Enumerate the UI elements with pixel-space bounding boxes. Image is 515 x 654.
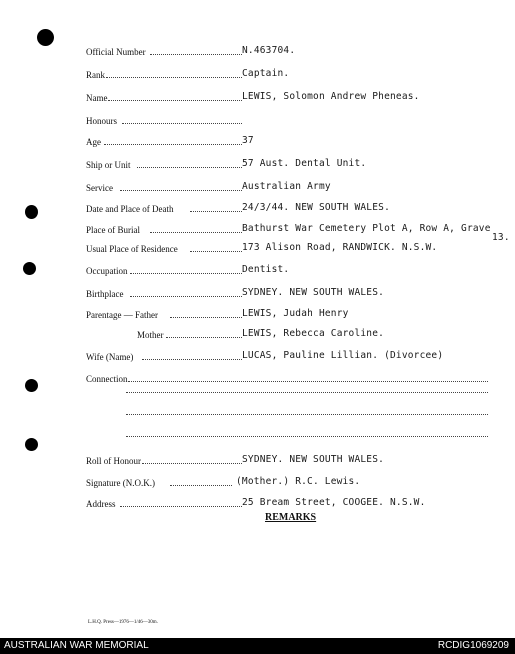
label-honours: Honours bbox=[86, 116, 117, 126]
dotted-line bbox=[137, 167, 242, 168]
form-row-place-of-burial bbox=[0, 219, 515, 243]
label-official-number: Official Number bbox=[86, 47, 146, 57]
dotted-line bbox=[170, 317, 242, 318]
label-service: Service bbox=[86, 183, 113, 193]
form-row-honours bbox=[0, 110, 515, 126]
value-signature: (Mother.) R.C. Lewis. bbox=[236, 476, 361, 487]
label-address: Address bbox=[86, 499, 116, 509]
value-occupation: Dentist. bbox=[242, 264, 290, 275]
label-occupation: Occupation bbox=[86, 266, 128, 276]
value-usual-residence: 173 Alison Road, RANDWICK. N.S.W. bbox=[242, 242, 438, 253]
label-signature: Signature (N.O.K.) bbox=[86, 478, 155, 488]
form-row-wife bbox=[0, 346, 515, 362]
value-place-of-burial-continued: 13. bbox=[492, 232, 510, 243]
form-row-father bbox=[0, 304, 515, 320]
form-row-address bbox=[0, 493, 515, 509]
label-father: Parentage — Father bbox=[86, 310, 158, 320]
dotted-line bbox=[166, 337, 242, 338]
form-row-rank bbox=[0, 64, 515, 80]
label-wife: Wife (Name) bbox=[86, 352, 134, 362]
dotted-line bbox=[130, 296, 242, 297]
form-row-name bbox=[0, 87, 515, 103]
form-row-date-place-of-death bbox=[0, 198, 515, 214]
dotted-line bbox=[170, 485, 232, 486]
dotted-line bbox=[142, 359, 242, 360]
dotted-line bbox=[122, 123, 242, 124]
form-row-usual-residence bbox=[0, 238, 515, 254]
dotted-line bbox=[142, 463, 242, 464]
dotted-line bbox=[108, 100, 242, 101]
value-wife: LUCAS, Pauline Lillian. (Divorcee) bbox=[242, 350, 444, 361]
value-service: Australian Army bbox=[242, 181, 331, 192]
label-rank: Rank bbox=[86, 70, 105, 80]
dotted-line bbox=[120, 190, 242, 191]
label-name: Name bbox=[86, 93, 108, 103]
value-father: LEWIS, Judah Henry bbox=[242, 308, 349, 319]
blank-line bbox=[126, 436, 488, 437]
label-birthplace: Birthplace bbox=[86, 289, 124, 299]
value-birthplace: SYDNEY. NEW SOUTH WALES. bbox=[242, 287, 385, 298]
form-row-signature bbox=[0, 472, 515, 488]
blank-line bbox=[126, 414, 488, 415]
dotted-line bbox=[150, 54, 242, 55]
label-date-place-of-death: Date and Place of Death bbox=[86, 204, 174, 214]
dotted-line bbox=[190, 251, 242, 252]
value-mother: LEWIS, Rebecca Caroline. bbox=[242, 328, 385, 339]
form-row-connection bbox=[0, 368, 515, 384]
form-row-ship-or-unit bbox=[0, 154, 515, 170]
value-name: LEWIS, Solomon Andrew Pheneas. bbox=[242, 91, 420, 102]
form-row-age bbox=[0, 131, 515, 147]
archive-footer bbox=[0, 638, 515, 654]
form-row-official-number bbox=[0, 41, 515, 57]
press-mark: L.H.Q. Press—1976—1/46—30m. bbox=[88, 620, 158, 625]
label-ship-or-unit: Ship or Unit bbox=[86, 160, 131, 170]
dotted-line bbox=[106, 77, 242, 78]
value-address: 25 Bream Street, COOGEE. N.S.W. bbox=[242, 497, 426, 508]
label-usual-residence: Usual Place of Residence bbox=[86, 244, 178, 254]
label-mother: Mother bbox=[137, 330, 164, 340]
value-rank: Captain. bbox=[242, 68, 290, 79]
dotted-line bbox=[120, 506, 242, 507]
value-roll-of-honour: SYDNEY. NEW SOUTH WALES. bbox=[242, 454, 385, 465]
label-place-of-burial: Place of Burial bbox=[86, 225, 140, 235]
value-date-place-of-death: 24/3/44. NEW SOUTH WALES. bbox=[242, 202, 390, 213]
label-age: Age bbox=[86, 137, 101, 147]
blank-line bbox=[126, 392, 488, 393]
form-row-roll-of-honour bbox=[0, 450, 515, 466]
value-age: 37 bbox=[242, 135, 254, 146]
footer-source: AUSTRALIAN WAR MEMORIAL bbox=[4, 640, 149, 651]
value-official-number: N.463704. bbox=[242, 45, 296, 56]
value-place-of-burial: Bathurst War Cemetery Plot A, Row A, Grave bbox=[242, 223, 491, 234]
dotted-line bbox=[104, 144, 242, 145]
footer-reference-id: RCDIG1069209 bbox=[437, 640, 509, 651]
form-row-occupation bbox=[0, 260, 515, 276]
form-row-service bbox=[0, 177, 515, 193]
dotted-line bbox=[150, 232, 242, 233]
dotted-line bbox=[130, 273, 242, 274]
value-ship-or-unit: 57 Aust. Dental Unit. bbox=[242, 158, 367, 169]
form-row-mother bbox=[0, 324, 515, 340]
label-connection: Connection bbox=[86, 374, 128, 384]
form-row-birthplace bbox=[0, 283, 515, 299]
dotted-line bbox=[128, 381, 488, 382]
remarks-heading: REMARKS bbox=[265, 512, 317, 523]
dotted-line bbox=[190, 211, 242, 212]
label-roll-of-honour: Roll of Honour bbox=[86, 456, 141, 466]
